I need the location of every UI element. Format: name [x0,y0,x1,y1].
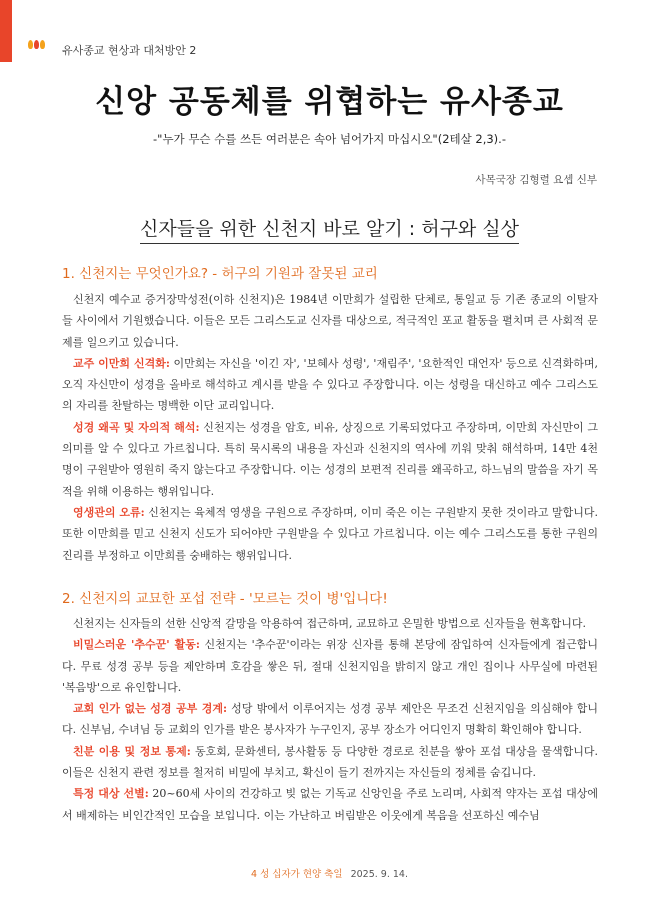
item-label: 친분 이용 및 정보 통제: [73,744,191,758]
item-text: 신천지는 '추수꾼'이라는 위장 신자를 통해 본당에 잠입하여 신자들에게 접근합니다. 무료 성경 공부 등을 제안하며 호감을 쌓은 뒤, 절대 신천지임을 밝히지 않고 개인 집이나 사무실에 마련된 '복음방'으로 유인합니다. [62,638,598,694]
item-label: 성경 왜곡 및 자의적 해석: [73,420,200,434]
section-2-item-2 [62,698,598,741]
item-text: 신천지는 성경을 암호, 비유, 상징으로 기록되었다고 주장하며, 이만희 자신만이 그 의미를 알 수 있다고 가르칩니다. 특히 묵시록의 내용을 자신과 신천지의 역사에 끼워 맞춰 해석하며, 14만 4천 명이 구원받아 영원히 죽지 않는다고 주장합니다. 이는 성경의 보편적 진리를 왜곡하고, 하느님의 말씀을 자기 목적을 위해 이용하는 행위입니다. [62,420,598,498]
section-1-intro: 신천지 예수교 증거장막성전(이하 신천지)은 1984년 이만희가 설립한 단체로, 통일교 등 기존 종교의 이탈자들 사이에서 기원했습니다. 이들은 모든 그리스도교 신자를 대상으로, 적극적인 포교 활동을 펼치며 큰 사회적 문제를 일으키고 있습니다. [62,293,598,349]
corner-accent-bar [0,0,12,62]
page-footer [0,866,659,880]
footer-page: 4 성 십자가 현양 축일 [251,869,343,880]
section-2-item-4 [62,783,598,826]
section-1-item-3 [62,502,598,566]
scripture-subtitle: -"누가 무슨 수를 쓰든 여러분은 속아 넘어가지 마십시오"(2테살 2,3).- [153,132,506,146]
section-2-item-3 [62,741,598,784]
section-2-item-1 [62,634,598,698]
page-title: 신앙 공동체를 위협하는 유사종교 [95,84,564,120]
item-label: 특정 대상 선별: [73,787,149,801]
item-label: 영생관의 오류: [73,505,145,519]
section-1-item-1 [62,353,598,417]
section-1-body [62,289,598,566]
item-text: 20~60세 사이의 건강하고 빚 없는 기독교 신앙인을 주로 노리며, 사회적 약자는 포섭 대상에서 배제하는 비인간적인 모습을 보입니다. 이는 가난하고 버림받은 이웃에게 복음을 선포하신 예수님 [62,787,598,822]
author-byline: 사목국장 김형렬 요셉 신부 [475,174,597,186]
section-2-body [62,613,598,826]
item-text: 동호회, 문화센터, 봉사활동 등 다양한 경로로 친분을 쌓아 포섭 대상을 물색합니다. 이들은 신천지 관련 정보를 철저히 비밀에 부치고, 확신이 들기 전까지는 자신들의 정체를 숨깁니다. [62,744,598,780]
item-text: 신천지는 육체적 영생을 구원으로 주장하며, 이미 죽은 이는 구원받지 못한 것이라고 말합니다. 또한 이만희를 믿고 신천지 신도가 되어야만 구원받을 수 있다고 가르칩니다. 이는 예수 그리스도를 통한 구원의 진리를 부정하고 이만희를 숭배하는 행위입니다. [62,505,598,562]
flame-icon [28,34,46,53]
section-2-intro: 신천지는 신자들의 선한 신앙적 갈망을 악용하여 접근하며, 교묘하고 은밀한 방법으로 신자들을 현혹합니다. [73,617,586,630]
item-label: 교주 이만희 신격화: [73,356,170,370]
section-title-text: 신자들을 위한 신천지 바로 알기 : 허구와 실상 [140,218,519,244]
footer-date: 2025. 9. 14. [350,869,408,880]
item-text: 성당 밖에서 이루어지는 성경 공부 제안은 무조건 신천지임을 의심해야 합니다. 신부님, 수녀님 등 교회의 인가를 받은 봉사자가 누구인지, 공부 장소가 어디인지 명확히 확인해야 합니다. [62,702,598,737]
section-title [0,214,659,241]
item-label: 비밀스러운 '추수꾼' 활동: [73,638,200,652]
heading-section-1: 1. 신천지는 무엇인가요? - 허구의 기원과 잘못된 교리 [62,266,378,282]
section-1-item-2 [62,417,598,502]
item-label: 교회 인가 없는 성경 공부 경계: [73,702,228,716]
series-label: 유사종교 현상과 대처방안 2 [62,44,197,57]
heading-section-2: 2. 신천지의 교묘한 포섭 전략 - '모르는 것이 병'입니다! [62,591,388,607]
item-text: 이만희는 자신을 '이긴 자', '보혜사 성령', '재림주', '요한적인 대언자' 등으로 신격화하며, 오직 자신만이 성경을 올바로 해석하고 계시를 받을 수 있다고 주장합니다. 이는 성령을 대신하고 예수 그리스도의 자리를 찬탈하는 명백한 이단 교리입니다. [62,356,599,413]
